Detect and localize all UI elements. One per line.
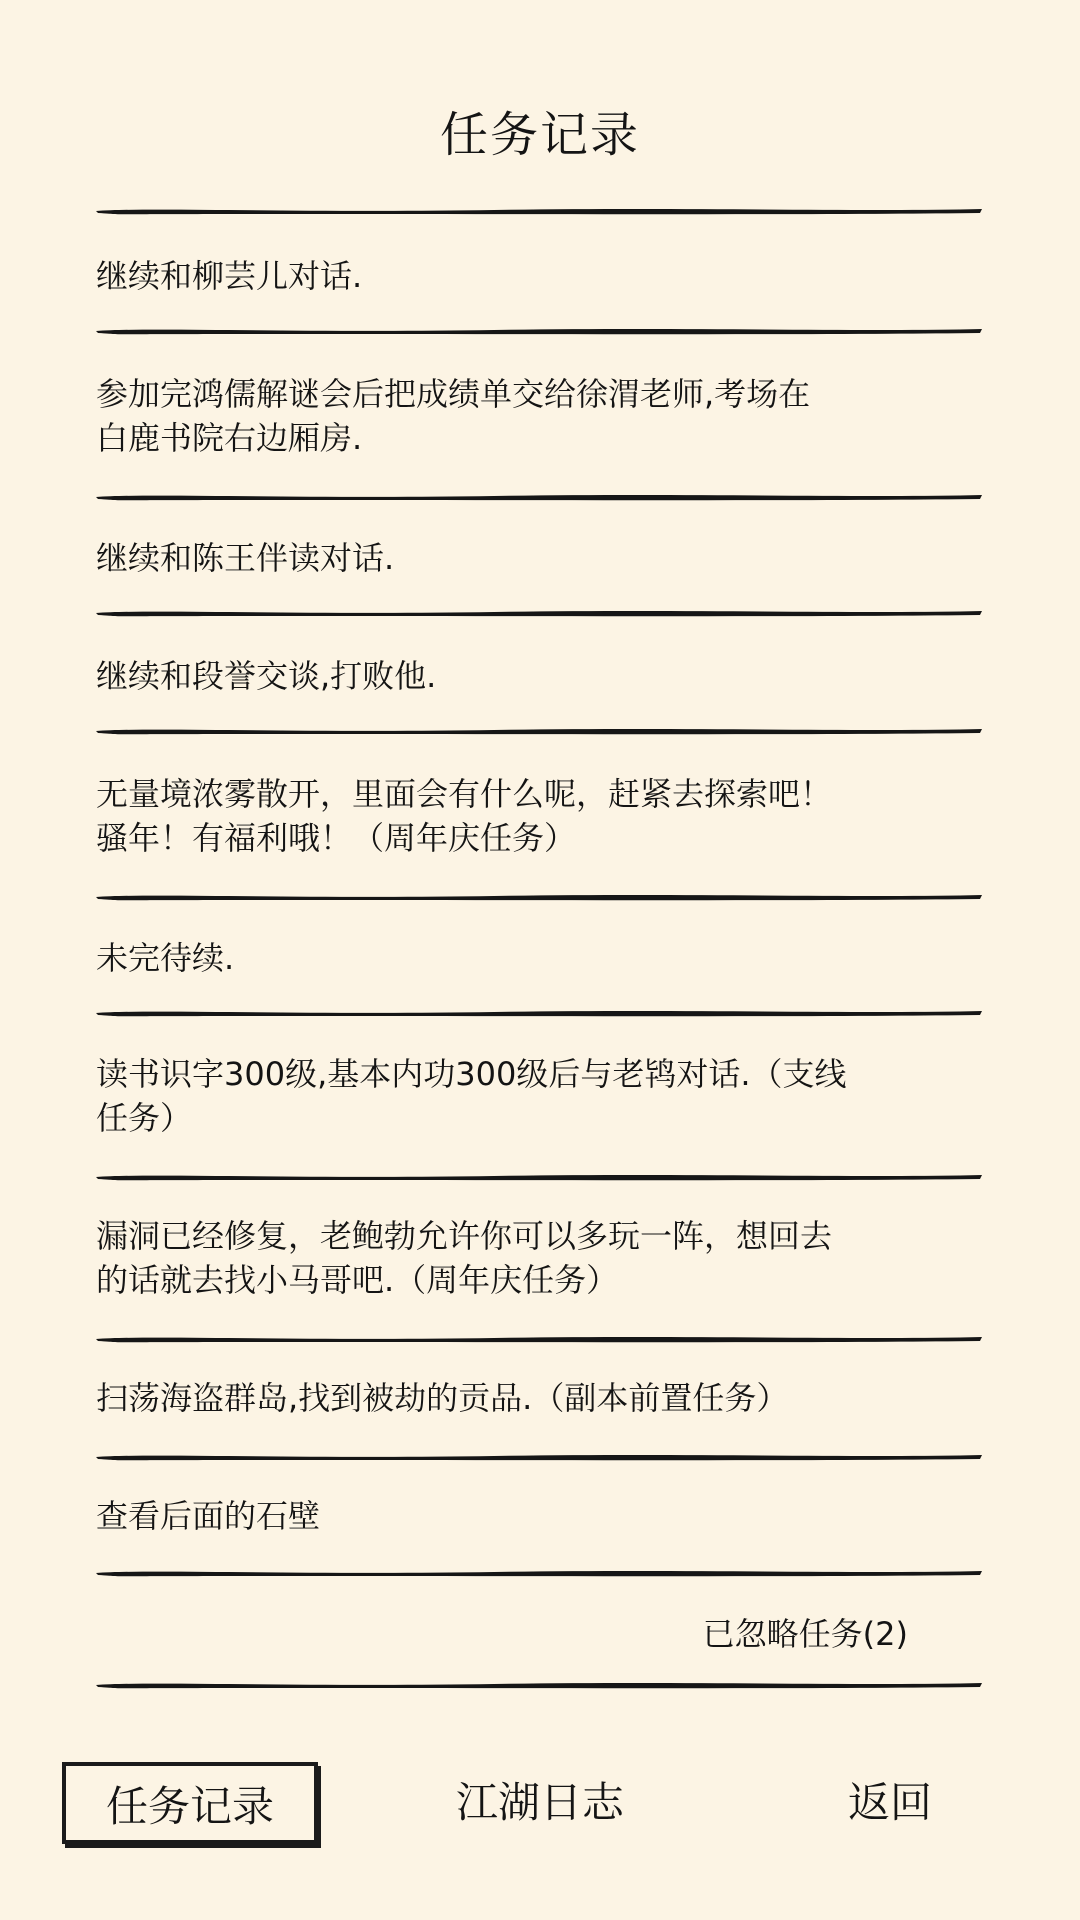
- divider: [94, 1332, 984, 1346]
- task-item[interactable]: 无量境浓雾散开，里面会有什么呢，赶紧去探索吧！ 骚年！有福利哦！（周年庆任务）: [96, 775, 833, 857]
- task-item[interactable]: 继续和段誉交谈,打败他.: [96, 657, 437, 695]
- task-item[interactable]: 参加完鸿儒解谜会后把成绩单交给徐渭老师,考场在 白鹿书院右边厢房.: [96, 375, 811, 457]
- back-button[interactable]: 返回: [847, 1778, 932, 1827]
- task-item[interactable]: 读书识字300级,基本内功300级后与老鸨对话.（支线 任务）: [96, 1055, 847, 1137]
- divider: [94, 324, 984, 338]
- task-item[interactable]: 继续和柳芸儿对话.: [96, 257, 363, 295]
- divider: [94, 890, 984, 904]
- divider: [94, 1566, 984, 1580]
- divider: [94, 1006, 984, 1020]
- page-title: 任务记录: [439, 107, 640, 163]
- tab-task-log[interactable]: 任务记录: [62, 1762, 318, 1844]
- task-item[interactable]: 扫荡海盗群岛,找到被劫的贡品.（副本前置任务）: [96, 1379, 789, 1417]
- divider: [94, 204, 984, 218]
- task-item[interactable]: 查看后面的石壁: [96, 1497, 321, 1535]
- ignored-tasks-link[interactable]: 已忽略任务(2): [702, 1615, 908, 1653]
- task-item[interactable]: 未完待续.: [96, 939, 235, 977]
- divider: [94, 724, 984, 738]
- divider: [94, 490, 984, 504]
- divider: [94, 606, 984, 620]
- divider: [94, 1450, 984, 1464]
- divider: [94, 1678, 984, 1692]
- divider: [94, 1170, 984, 1184]
- task-item[interactable]: 继续和陈王伴读对话.: [96, 539, 395, 577]
- tab-journal[interactable]: 江湖日志: [455, 1778, 624, 1827]
- task-item[interactable]: 漏洞已经修复，老鲍勃允许你可以多玩一阵，想回去 的话就去找小马哥吧.（周年庆任务）: [96, 1217, 833, 1299]
